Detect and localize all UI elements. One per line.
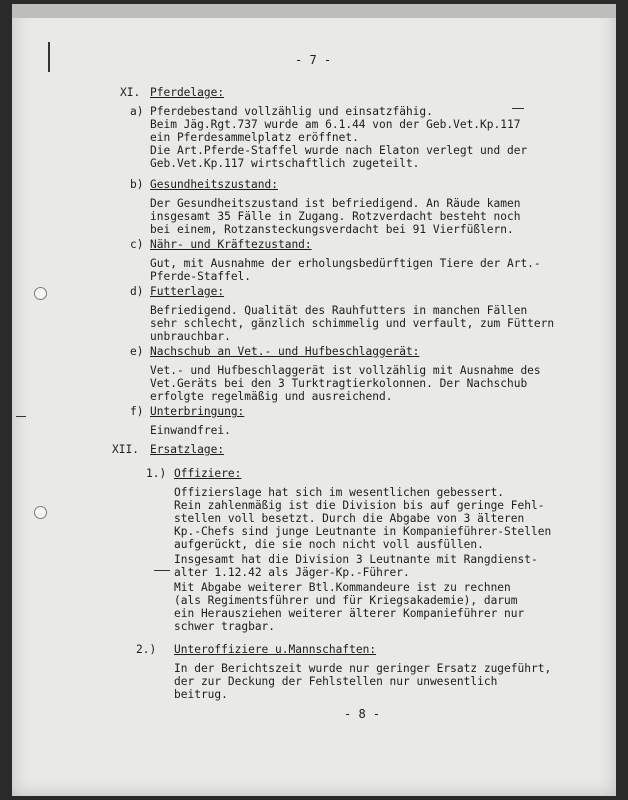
text-line: der zur Deckung der Fehlstellen nur unwesentlich [174, 675, 498, 688]
text-line: Rein zahlenmäßig ist die Division bis auf geringe Fehl- [174, 499, 545, 512]
text-line: ein Pferdesammelplatz eröffnet. [150, 131, 359, 144]
page-number-bottom: - 8 - [344, 707, 381, 721]
text-line: unbrauchbar. [150, 330, 231, 343]
text-line: Offizierslage hat sich im wesentlichen gebessert. [174, 486, 505, 499]
item-title: Offiziere: [174, 467, 242, 480]
text-line: Kp.-Chefs sind junge Leutnante in Kompanieführer-Stellen [174, 525, 552, 538]
text-line: In der Berichtszeit wurde nur geringer Ersatz zugeführt, [174, 662, 552, 675]
text-line: Befriedigend. Qualität des Rauhfutters in manchen Fällen [150, 304, 528, 317]
section-number: XI. [120, 86, 141, 99]
item-label: 2.) [136, 643, 157, 656]
item-title: Unterbringung: [150, 405, 245, 418]
text-line: Die Art.Pferde-Staffel wurde nach Elaton verlegt und der [150, 144, 528, 157]
text-line: bei einem, Rotzansteckungsverdacht bei 91 Vierfüßlern. [150, 223, 514, 236]
section-number: XII. [112, 443, 139, 456]
item-title: Nähr- und Kräftezustand: [150, 238, 312, 251]
item-label: e) [130, 345, 144, 358]
item-label: d) [130, 285, 144, 298]
section-title: Pferdelage: [150, 86, 225, 99]
item-label: b) [130, 178, 144, 191]
item-label: c) [130, 238, 144, 251]
document-page [12, 4, 616, 796]
text-line: ein Herausziehen weiterer älterer Kompanieführer nur [174, 607, 525, 620]
item-label: f) [130, 405, 144, 418]
punch-hole-icon [34, 287, 47, 300]
item-title: Nachschub an Vet.- und Hufbeschlaggerät: [150, 345, 420, 358]
item-title: Gesundheitszustand: [150, 178, 278, 191]
text-line: sehr schlecht, gänzlich schimmelig und verfault, zum Füttern [150, 317, 555, 330]
stray-mark [512, 108, 524, 109]
item-label: a) [130, 105, 144, 118]
text-line: Mit Abgabe weiterer Btl.Kommandeure ist zu rechnen [174, 581, 511, 594]
text-line: (als Regimentsführer und für Kriegsakademie), darum [174, 594, 518, 607]
text-line: Beim Jäg.Rgt.737 wurde am 6.1.44 von der Geb.Vet.Kp.117 [150, 118, 521, 131]
text-line: aufgerückt, die sie noch nicht voll ausfüllen. [174, 538, 484, 551]
text-line: Einwandfrei. [150, 424, 231, 437]
text-line: Geb.Vet.Kp.117 wirtschaftlich zugeteilt. [150, 157, 420, 170]
section-title: Ersatzlage: [150, 443, 225, 456]
margin-mark [48, 42, 50, 72]
item-title: Futterlage: [150, 285, 225, 298]
text-line: Pferdebestand vollzählig und einsatzfähig. [150, 105, 433, 118]
text-line: erfolgte regelmäßig und ausreichend. [150, 390, 393, 403]
text-line: alter 1.12.42 als Jäger-Kp.-Führer. [174, 566, 410, 579]
page-number-top: - 7 - [295, 53, 332, 67]
item-title: Unteroffiziere u.Mannschaften: [174, 643, 377, 656]
text-line: schwer tragbar. [174, 620, 276, 633]
text-line: Vet.- und Hufbeschlaggerät ist vollzählig mit Ausnahme des [150, 364, 541, 377]
stray-mark [16, 416, 26, 417]
text-line: beitrug. [174, 688, 228, 701]
text-line: stellen voll besetzt. Durch die Abgabe von 3 älteren [174, 512, 525, 525]
text-line: Gut, mit Ausnahme der erholungsbedürftigen Tiere der Art.- [150, 257, 541, 270]
text-line: insgesamt 35 Fälle in Zugang. Rotzverdacht besteht noch [150, 210, 521, 223]
text-line: Pferde-Staffel. [150, 270, 252, 283]
item-label: 1.) [146, 467, 167, 480]
text-line: Insgesamt hat die Division 3 Leutnante mit Rangdienst- [174, 553, 538, 566]
top-edge-shadow [12, 4, 616, 18]
punch-hole-icon [34, 506, 47, 519]
text-line: Vet.Geräts bei den 3 Turktragtierkolonnen. Der Nachschub [150, 377, 528, 390]
text-line: Der Gesundheitszustand ist befriedigend. An Räude kamen [150, 197, 521, 210]
stray-mark [154, 570, 170, 571]
